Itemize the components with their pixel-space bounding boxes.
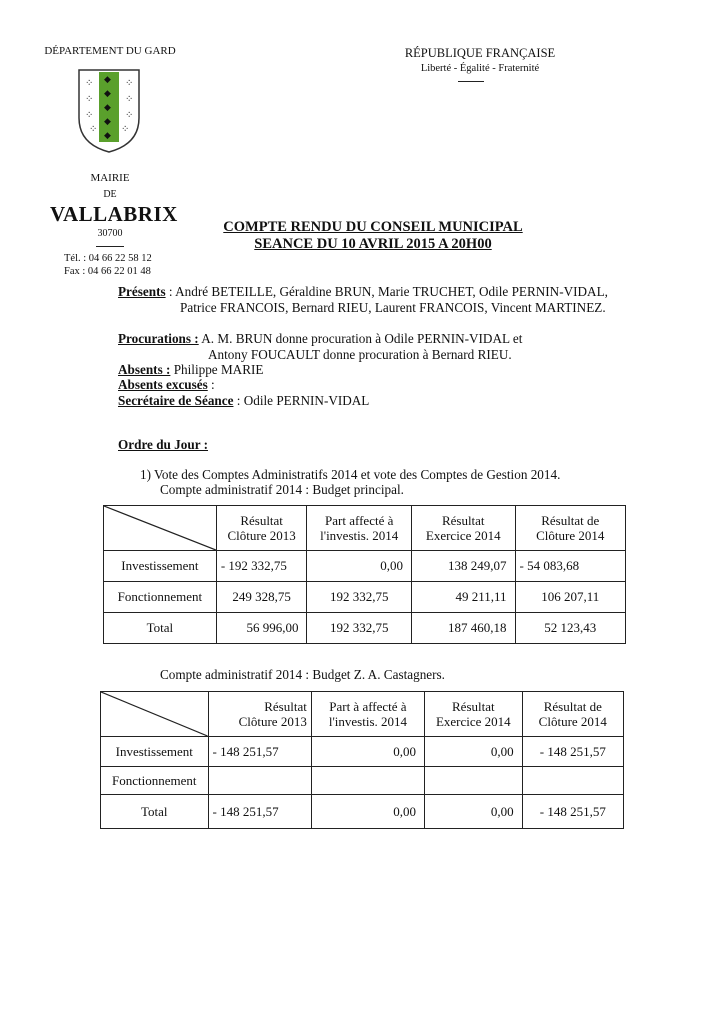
table-cell: - 192 332,75 — [216, 551, 307, 582]
table-header-row — [101, 692, 624, 737]
svg-text:⁘: ⁘ — [85, 110, 94, 121]
absents-label: Absents : — [118, 362, 171, 377]
table-cell: 192 332,75 — [307, 582, 412, 613]
table-corner-cell — [104, 506, 217, 551]
presents-line — [118, 284, 608, 301]
excuses-label: Absents excusés — [118, 377, 208, 392]
mairie-label: MAIRIE — [90, 172, 130, 184]
table-cell: 0,00 — [311, 737, 424, 767]
table-cell: 56 996,00 — [216, 613, 307, 644]
table-cell: 0,00 — [425, 737, 523, 767]
agenda-heading: Ordre du Jour : — [118, 437, 209, 452]
svg-text:⁘: ⁘ — [125, 94, 134, 105]
budget-principal-table — [103, 505, 626, 644]
agenda-item-1-caption: Compte administratif 2014 : Budget principal. — [160, 482, 404, 497]
svg-text:⁘: ⁘ — [125, 78, 134, 89]
table-cell: - 148 251,57 — [522, 795, 623, 829]
secretaire-line — [118, 393, 369, 410]
table-cell: - 148 251,57 — [208, 795, 311, 829]
column-header: Résultat Exercice 2014 — [411, 506, 515, 551]
session-date: SEANCE DU 10 AVRIL 2015 A 20H00 — [254, 236, 492, 252]
table-row — [101, 795, 624, 829]
table-cell: - 148 251,57 — [208, 737, 311, 767]
table-corner-cell — [101, 692, 209, 737]
svg-text:◆: ◆ — [104, 116, 111, 126]
table-cell — [425, 767, 523, 795]
svg-text:◆: ◆ — [104, 88, 111, 98]
budget-za-castagners-table — [100, 691, 624, 829]
column-header: Part à affecté à l'investis. 2014 — [311, 692, 424, 737]
republic-label: RÉPUBLIQUE FRANÇAISE — [404, 46, 556, 60]
table-row — [101, 767, 624, 795]
svg-text:◆: ◆ — [104, 130, 111, 140]
svg-text:⁘: ⁘ — [121, 124, 130, 135]
header-divider-left — [96, 246, 124, 247]
table-cell: 0,00 — [307, 551, 412, 582]
excuses-line — [118, 377, 215, 394]
column-header: Résultat Clôture 2013 — [208, 692, 311, 737]
department-label: DÉPARTEMENT DU GARD — [44, 45, 176, 57]
table-cell: 249 328,75 — [216, 582, 307, 613]
svg-text:⁘: ⁘ — [85, 94, 94, 105]
table-cell: 106 207,11 — [515, 582, 625, 613]
table-row — [104, 551, 626, 582]
phone-number: Tél. : 04 66 22 58 12 — [64, 253, 152, 264]
crest-svg — [75, 66, 143, 154]
procurations-text-continued: Antony FOUCAULT donne procuration à Bernard RIEU. — [208, 347, 512, 362]
procurations-text: A. M. BRUN donne procuration à Odile PERNIN-VIDAL et — [198, 331, 523, 346]
agenda-item-1: 1) Vote des Comptes Administratifs 2014 et vote des Comptes de Gestion 2014. — [140, 467, 561, 482]
secretaire-label: Secrétaire de Séance — [118, 393, 234, 408]
table-row — [104, 613, 626, 644]
svg-text:⁘: ⁘ — [85, 78, 94, 89]
column-header: Résultat de Clôture 2014 — [522, 692, 623, 737]
de-label: DE — [103, 189, 117, 200]
absents-value: Philippe MARIE — [170, 362, 264, 377]
table-cell: 187 460,18 — [411, 613, 515, 644]
presents-list: : André BETEILLE, Géraldine BRUN, Marie TRUCHET, Odile PERNIN-VIDAL, — [165, 284, 608, 299]
postal-code: 30700 — [97, 228, 123, 239]
procurations-label: Procurations : — [118, 331, 199, 346]
table-cell: 0,00 — [311, 795, 424, 829]
svg-text:⁘: ⁘ — [125, 110, 134, 121]
table-cell: 138 249,07 — [411, 551, 515, 582]
table-cell — [522, 767, 623, 795]
presents-label: Présents — [118, 284, 166, 299]
row-label: Investissement — [104, 551, 217, 582]
svg-text:⁘: ⁘ — [89, 124, 98, 135]
row-label: Total — [101, 795, 209, 829]
republic-motto: Liberté - Égalité - Fraternité — [420, 63, 540, 74]
table-cell — [311, 767, 424, 795]
table-row — [104, 582, 626, 613]
table-header-row — [104, 506, 626, 551]
coat-of-arms-emblem — [75, 66, 143, 159]
commune-name: VALLABRIX — [50, 202, 178, 226]
budget-za-caption: Compte administratif 2014 : Budget Z. A. Castagners. — [160, 667, 445, 682]
table-cell: 192 332,75 — [307, 613, 412, 644]
table-cell: 52 123,43 — [515, 613, 625, 644]
table-row — [101, 737, 624, 767]
document-title: COMPTE RENDU DU CONSEIL MUNICIPAL — [223, 219, 523, 235]
row-label: Fonctionnement — [104, 582, 217, 613]
diagonal-line — [104, 506, 216, 550]
table-cell — [208, 767, 311, 795]
table-cell: 49 211,11 — [411, 582, 515, 613]
table-cell: 0,00 — [425, 795, 523, 829]
column-header: Part affecté à l'investis. 2014 — [307, 506, 412, 551]
column-header: Résultat Clôture 2013 — [216, 506, 307, 551]
presents-list-continued: Patrice FRANCOIS, Bernard RIEU, Laurent FRANCOIS, Vincent MARTINEZ. — [180, 300, 606, 315]
table-cell: - 54 083,68 — [515, 551, 625, 582]
row-label: Fonctionnement — [101, 767, 209, 795]
table-cell: - 148 251,57 — [522, 737, 623, 767]
excuses-value: : — [207, 377, 215, 392]
column-header: Résultat Exercice 2014 — [425, 692, 523, 737]
procurations-line — [118, 331, 522, 348]
diagonal-line — [101, 692, 208, 736]
header-divider-right — [458, 81, 484, 82]
column-header: Résultat de Clôture 2014 — [515, 506, 625, 551]
svg-text:◆: ◆ — [104, 102, 111, 112]
svg-text:◆: ◆ — [104, 74, 111, 84]
row-label: Total — [104, 613, 217, 644]
row-label: Investissement — [101, 737, 209, 767]
fax-number: Fax : 04 66 22 01 48 — [64, 266, 151, 277]
secretaire-value: : Odile PERNIN-VIDAL — [233, 393, 370, 408]
